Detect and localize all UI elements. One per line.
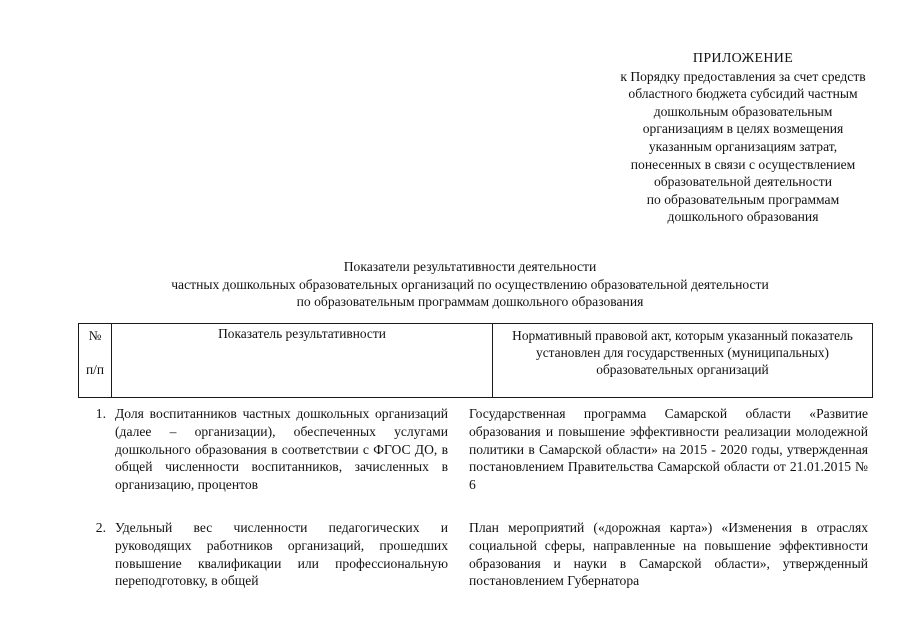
row-number: 2. <box>95 520 106 535</box>
row-legal-act: Государственная программа Самарской области «Развитие образования и повышение эффективности реализации молодежной политики в Самарской области» на 2015 - 2020 годы, утвержденная постановлением Правительства Самарской области от 21.01.2015 № 6 <box>469 406 868 493</box>
column-header-number-sign: № <box>88 328 102 343</box>
appendix-line: указанным организациям затрат, <box>648 138 838 154</box>
document-title-line: по образовательным программам дошкольного образования <box>296 294 644 310</box>
appendix-title: ПРИЛОЖЕНИЕ <box>692 51 794 66</box>
row-indicator: Удельный вес численности педагогических и руководящих работников организаций, прошедших повышение квалификации или профессиональную переподготовку, в общей <box>115 520 448 589</box>
appendix-line: образовательной деятельности <box>653 174 833 190</box>
appendix-block <box>578 50 905 226</box>
document-title-line: частных дошкольных образовательных организаций по осуществлению образовательной деятельности <box>171 276 769 292</box>
appendix-line: дошкольного образования <box>667 209 819 225</box>
column-header-indicator: Показатель результативности <box>112 324 493 398</box>
row-legal-act: План мероприятий («дорожная карта») «Изменения в отраслях социальной сферы, направленные на повышение эффективности образования и науки в Самарской области», утвержденный постановлением Губернатора <box>469 520 868 589</box>
row-number: 1. <box>95 406 106 421</box>
appendix-line: по образовательным программам <box>646 191 840 207</box>
document-title <box>40 258 900 311</box>
appendix-line: дошкольным образовательным <box>653 103 833 119</box>
column-header-legal-act: Нормативный правовой акт, которым указанный показатель установлен для государственных (муниципальных) образовательных организаций <box>493 324 873 398</box>
indicators-table-header <box>78 323 873 398</box>
appendix-line: организациям в целях возмещения <box>642 121 844 137</box>
column-header-number <box>79 324 112 398</box>
document-title-line: Показатели результативности деятельности <box>343 259 597 274</box>
appendix-line: областного бюджета субсидий частным <box>628 86 858 102</box>
appendix-line: к Порядку предоставления за счет средств <box>620 68 866 84</box>
row-indicator: Доля воспитанников частных дошкольных организаций (далее – организации), обеспеченных услугами дошкольного образования в соответствии с ФГОС ДО, в общей численности воспитанников, зачисленных в организацию, процентов <box>115 406 448 493</box>
column-header-number-abbr: п/п <box>85 362 105 377</box>
appendix-line: понесенных в связи с осуществлением <box>630 156 856 172</box>
